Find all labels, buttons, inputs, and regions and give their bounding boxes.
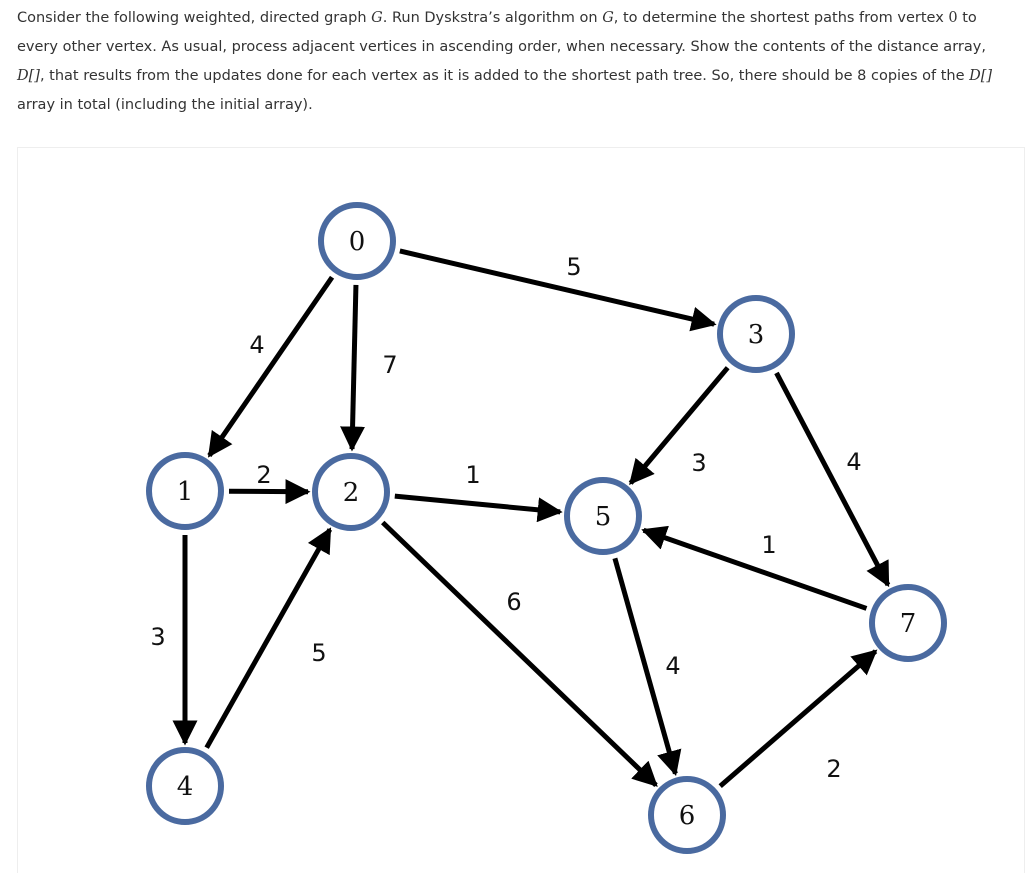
- edge-weight-0-to-1: 4: [249, 331, 264, 359]
- edge-weight-2-to-5: 1: [465, 461, 480, 489]
- edge-weight-6-to-7: 2: [826, 755, 841, 783]
- edge-weight-1-to-2: 2: [256, 461, 271, 489]
- vertex-4: [149, 750, 221, 822]
- graph-figure: [17, 147, 1025, 873]
- edge-weight-4-to-2: 5: [311, 639, 326, 667]
- question-part: , to determine the shortest paths from vertex: [614, 10, 949, 26]
- vertex-0: [321, 205, 393, 277]
- vertex-label: 3: [748, 320, 765, 350]
- vertex-5: [567, 480, 639, 552]
- question-part: , that results from the updates done for each vertex as it is added to the shortest path tree. So, there should be 8 copies of the: [40, 68, 969, 84]
- question-part: Consider the following weighted, directed graph: [17, 10, 371, 26]
- edge-6-to-7: [720, 651, 875, 786]
- vertex-label: 6: [679, 801, 696, 831]
- graph-symbol: G: [371, 10, 383, 26]
- graph-symbol: G: [602, 10, 614, 26]
- vertex-label: 1: [177, 477, 194, 507]
- source-vertex: 0: [948, 10, 957, 26]
- distance-array-symbol: D[]: [969, 68, 992, 84]
- question-part: array in total (including the initial array).: [17, 97, 313, 113]
- edge-0-to-2: [352, 285, 356, 449]
- edge-weight-5-to-6: 4: [665, 652, 680, 680]
- edge-weight-3-to-5: 3: [691, 449, 706, 477]
- edge-7-to-5: [644, 530, 867, 608]
- edge-weight-0-to-3: 5: [566, 253, 581, 281]
- edge-3-to-7: [776, 373, 888, 585]
- vertex-label: 5: [595, 502, 612, 532]
- question-part: to every other vertex. As usual, process adjacent vertices in ascending order, when necessary. Show the contents of the distance array,: [17, 10, 986, 55]
- edge-weight-1-to-4: 3: [150, 623, 165, 651]
- edge-2-to-5: [395, 496, 560, 512]
- vertex-label: 2: [343, 478, 360, 508]
- distance-array-symbol: D[]: [17, 68, 40, 84]
- edge-weight-7-to-5: 1: [761, 531, 776, 559]
- edge-0-to-1: [209, 277, 332, 455]
- vertex-label: 0: [349, 227, 366, 257]
- vertex-7: [872, 587, 944, 659]
- graph-diagram: [18, 148, 1024, 873]
- edge-3-to-5: [631, 368, 728, 483]
- vertex-6: [651, 779, 723, 851]
- question-text: [17, 4, 1017, 120]
- vertex-1: [149, 455, 221, 527]
- edge-weight-2-to-6: 6: [506, 588, 521, 616]
- vertex-label: 7: [900, 609, 917, 639]
- edge-weight-3-to-7: 4: [846, 448, 861, 476]
- vertex-3: [720, 298, 792, 370]
- vertex-label: 4: [177, 772, 194, 802]
- vertex-2: [315, 456, 387, 528]
- edge-weight-0-to-2: 7: [382, 351, 397, 379]
- question-part: . Run Dyskstra’s algorithm on: [383, 10, 602, 26]
- edge-0-to-3: [400, 251, 714, 324]
